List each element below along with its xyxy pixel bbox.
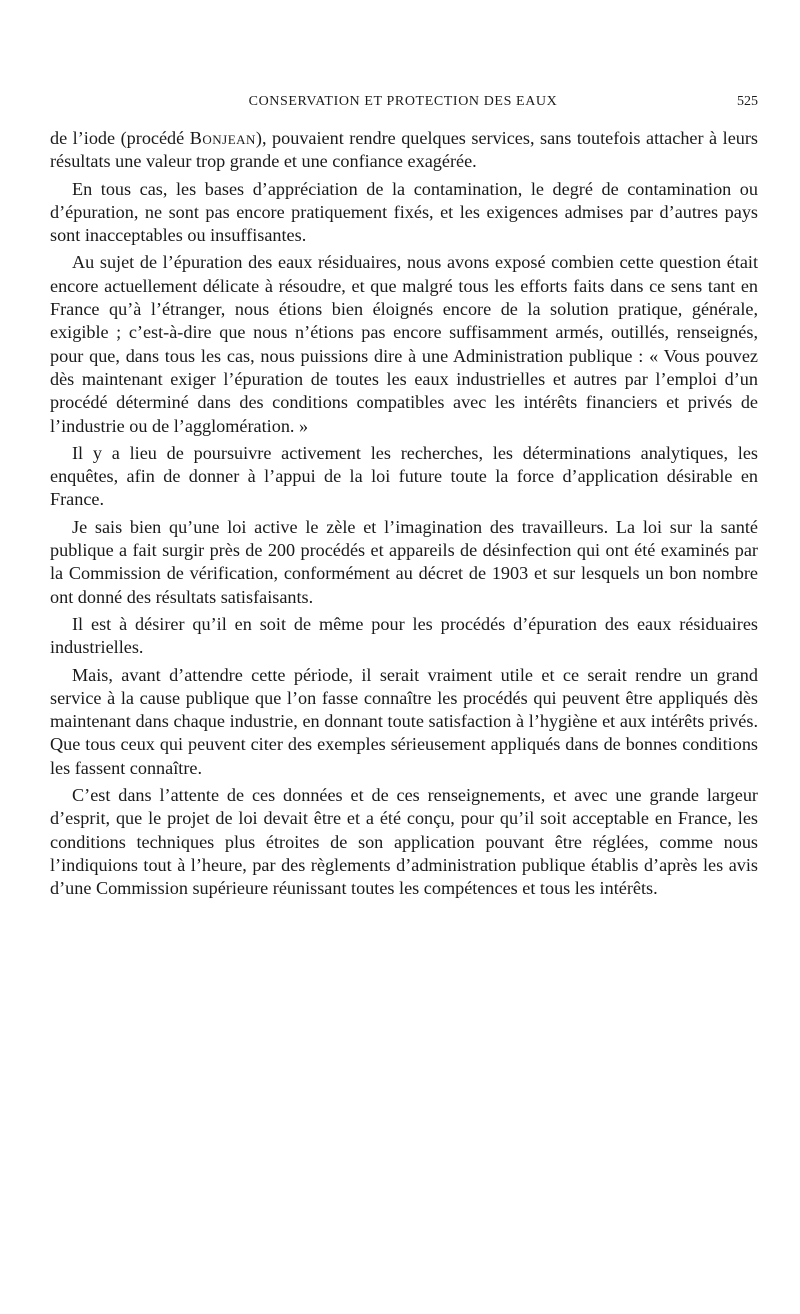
author-name: Bonjean <box>189 128 256 148</box>
paragraph-2: En tous cas, les bases d’appréciation de la contamination, le degré de contamination ou d’épuration, ne sont pas encore pratiquement fixés, et les exigences admises par d’autres pays sont inacceptables ou insuffisantes. <box>50 178 758 246</box>
body-text <box>50 127 758 905</box>
paragraph-1 <box>50 127 758 174</box>
paragraph-1-start: de l’iode (procédé <box>50 128 190 148</box>
paragraph-8: C’est dans l’attente de ces données et de ces renseignements, et avec une grande largeur d’esprit, que le projet de loi devait être et a été conçu, pour qu’il soit acceptable en France, les conditions techniques plus étroites de son application pouvant être réglées, comme nous l’indiquions tout à l’heure, par des règlements d’administration publique établis d’après les avis d’une Commission supérieure réunissant toutes les compétences et tous les intérêts. <box>50 785 758 899</box>
paragraph-1-end: ), pouvaient rendre quelques services, sans toutefois attacher à leurs résultats une valeur trop grande et une confiance exagérée. <box>50 128 758 172</box>
paragraph-6: Il est à désirer qu’il en soit de même pour les procédés d’épuration des eaux résiduaires industrielles. <box>50 613 758 658</box>
page-number: 525 <box>737 94 758 109</box>
running-head <box>48 92 758 112</box>
paragraph-5: Je sais bien qu’une loi active le zèle et l’imagination des travailleurs. La loi sur la santé publique a fait surgir près de 200 procédés et appareils de désinfection qui ont été examinés par la Commission de vérification, conformément au décret de 1903 et sur lesquels un bon nombre ont donné des résultats satisfaisants. <box>50 516 758 607</box>
running-title: CONSERVATION ET PROTECTION DES EAUX <box>248 94 558 109</box>
paragraph-7: Mais, avant d’attendre cette période, il serait vraiment utile et ce serait rendre un grand service à la cause publique que l’on fasse connaître les procédés qui peuvent être appliqués dès maintenant dans chaque industrie, en donnant toute satisfaction à l’hygiène et aux intérêts privés. Que tous ceux qui peuvent citer des exemples sérieusement appliqués dans de bonnes conditions les fassent connaître. <box>50 664 758 778</box>
paragraph-4: Il y a lieu de poursuivre activement les recherches, les déterminations analytiques, les enquêtes, afin de donner à l’appui de la loi future toute la force d’application désirable en France. <box>50 442 758 510</box>
paragraph-3: Au sujet de l’épuration des eaux résiduaires, nous avons exposé combien cette question était encore actuellement délicate à résoudre, et que malgré tous les efforts faits dans ce sens tant en France qu’à l’étranger, nous étions bien éloignés encore de la solution pratique, générale, exigible ; c’est-à-dire que nous n’étions pas encore suffisamment armés, outillés, renseignés, pour que, dans tous les cas, nous puissions dire à une Administration publique : « Vous pouvez dès maintenant exiger l’épuration de toutes les eaux industrielles et autres par l’emploi d’un procédé déterminé dans des conditions compatibles avec les intérêts financiers et privés de l’industrie ou de l’agglomération. » <box>50 252 758 436</box>
